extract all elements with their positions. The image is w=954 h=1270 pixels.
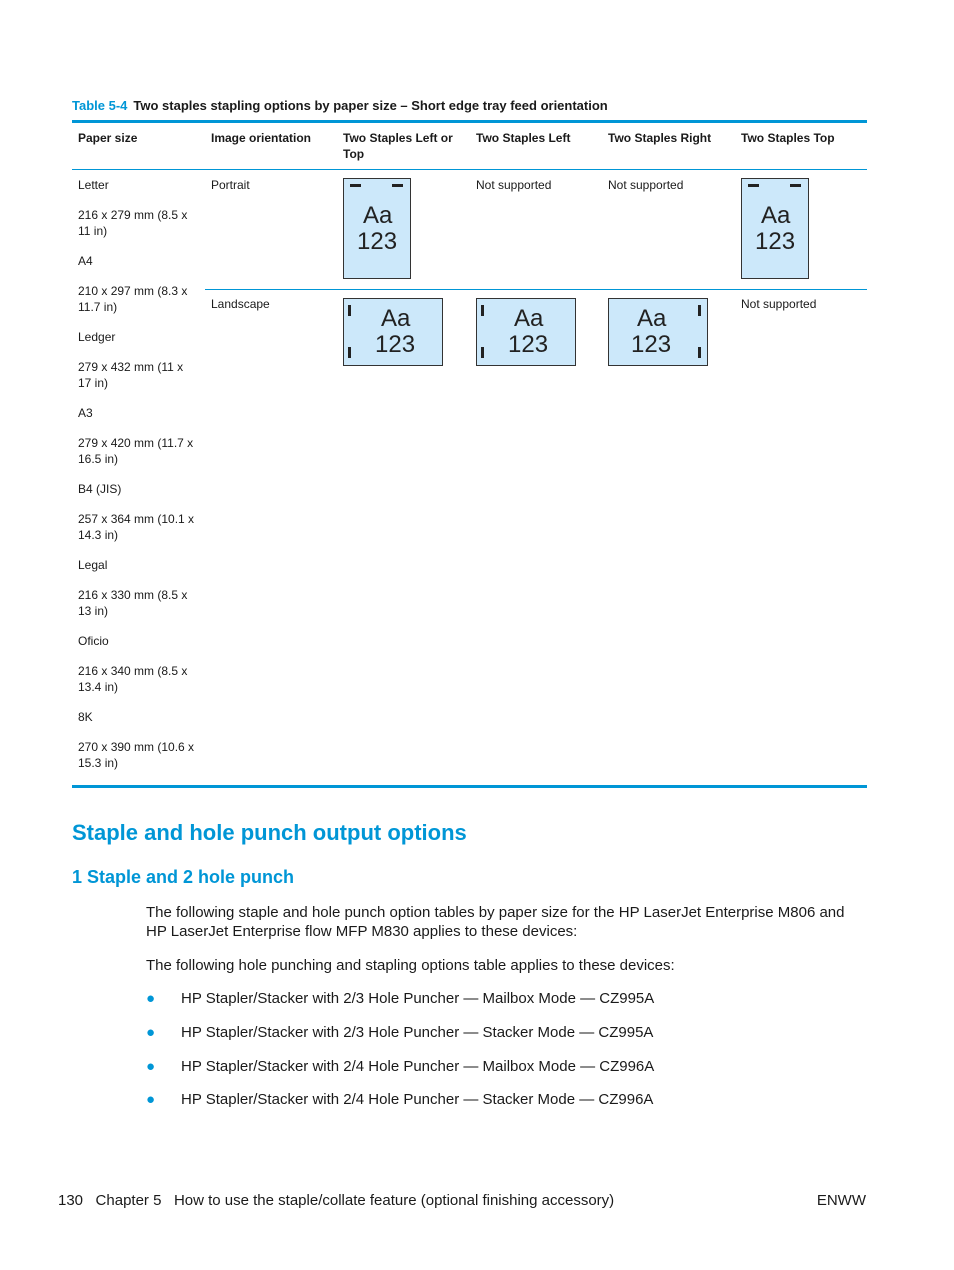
paper-size: Ledger xyxy=(78,330,116,344)
section-title: Staple and hole punch output options xyxy=(72,820,467,845)
page-sample-number: 123 xyxy=(508,331,549,358)
paper-size: Letter xyxy=(78,178,109,192)
subsection-title: 1 Staple and 2 hole punch xyxy=(72,867,295,887)
table-number: Table 5-4 xyxy=(72,98,128,113)
staple-mark-icon xyxy=(698,347,701,358)
portrait-two-staples-left-or-top-icon xyxy=(343,178,411,279)
portrait-two-staples-top-icon xyxy=(741,178,809,279)
staple-mark-icon xyxy=(392,184,403,187)
header-two-staples-left: Two Staples Left xyxy=(476,131,571,145)
paragraph-devices: The following hole punching and stapling options table applies to these devices: xyxy=(146,957,675,974)
paper-size: 210 x 297 mm (8.3 x 11.7 in) xyxy=(78,284,188,314)
staple-mark-icon xyxy=(790,184,801,187)
paper-size: 216 x 330 mm (8.5 x 13 in) xyxy=(78,588,188,618)
table-top-rule xyxy=(72,120,867,123)
paper-size: 216 x 340 mm (8.5 x 13.4 in) xyxy=(78,664,188,694)
table-row-rule xyxy=(205,289,867,290)
page-number: 130 xyxy=(58,1192,84,1209)
header-paper-size: Paper size xyxy=(78,131,138,145)
page-sample-number: 123 xyxy=(375,331,416,358)
paper-size: Oficio xyxy=(78,634,109,648)
header-two-staples-top: Two Staples Top xyxy=(741,131,835,145)
landscape-two-staples-left-or-top-icon xyxy=(343,298,443,366)
list-item xyxy=(146,989,654,1008)
bullet-icon: ● xyxy=(146,1058,156,1075)
portrait-two-staples-right-value: Not supported xyxy=(608,178,684,192)
list-item-text: HP Stapler/Stacker with 2/4 Hole Puncher — Stacker Mode — CZ996A xyxy=(181,1091,654,1108)
paper-size: 279 x 420 mm (11.7 x 16.5 in) xyxy=(78,436,194,466)
staple-mark-icon xyxy=(348,347,351,358)
list-item-text: HP Stapler/Stacker with 2/4 Hole Puncher — Mailbox Mode — CZ996A xyxy=(181,1058,655,1075)
landscape-two-staples-left-icon xyxy=(476,298,576,366)
staple-mark-icon xyxy=(481,347,484,358)
footer-brand: ENWW xyxy=(816,1192,866,1209)
page-sample-text: Aa xyxy=(637,305,667,332)
orientation-portrait: Portrait xyxy=(211,178,250,192)
paper-size: 8K xyxy=(78,710,93,724)
landscape-two-staples-right-icon xyxy=(608,298,708,366)
footer-chapter: Chapter 5 xyxy=(95,1192,162,1209)
table-caption xyxy=(72,98,608,113)
staple-mark-icon xyxy=(748,184,759,187)
page-sample-text: Aa xyxy=(514,305,544,332)
page-sample-text: Aa xyxy=(761,202,791,229)
footer-chapter-title: How to use the staple/collate feature (optional finishing accessory) xyxy=(173,1192,615,1209)
bullet-icon: ● xyxy=(146,1024,156,1041)
list-item-text: HP Stapler/Stacker with 2/3 Hole Puncher — Stacker Mode — CZ995A xyxy=(181,1024,654,1041)
paper-size-list xyxy=(78,177,198,785)
staple-mark-icon xyxy=(348,305,351,316)
staple-mark-icon xyxy=(350,184,361,187)
paper-size: 216 x 279 mm (8.5 x 11 in) xyxy=(78,208,188,238)
orientation-landscape: Landscape xyxy=(211,297,270,311)
header-two-staples-right: Two Staples Right xyxy=(608,131,712,145)
table-header-rule xyxy=(72,169,867,170)
paragraph-intro: The following staple and hole punch option tables by paper size for the HP LaserJet Enterprise M806 and HP LaserJet Enterprise flow MFP M830 applies to these devices: xyxy=(146,904,845,940)
page-sample-text: Aa xyxy=(363,202,393,229)
header-two-staples-left-or-top: Two Staples Left or Top xyxy=(343,131,453,161)
page-sample-text: Aa xyxy=(381,305,411,332)
paper-size: 270 x 390 mm (10.6 x 15.3 in) xyxy=(78,740,195,770)
paper-size: 279 x 432 mm (11 x 17 in) xyxy=(78,360,184,390)
paper-size: B4 (JIS) xyxy=(78,482,122,496)
page-sample-number: 123 xyxy=(755,228,796,255)
staple-mark-icon xyxy=(698,305,701,316)
list-item-text: HP Stapler/Stacker with 2/3 Hole Puncher — Mailbox Mode — CZ995A xyxy=(181,990,655,1007)
paper-size: A4 xyxy=(78,254,93,268)
table-title: Two staples stapling options by paper size – Short edge tray feed orientation xyxy=(133,98,608,113)
portrait-two-staples-left-value: Not supported xyxy=(476,178,552,192)
bullet-icon: ● xyxy=(146,990,156,1007)
list-item xyxy=(146,1090,653,1109)
paper-size: Legal xyxy=(78,558,108,572)
page-sample-number: 123 xyxy=(357,228,398,255)
list-item xyxy=(146,1023,653,1042)
paper-size: A3 xyxy=(78,406,93,420)
table-bottom-rule xyxy=(72,785,867,788)
staple-mark-icon xyxy=(481,305,484,316)
bullet-icon: ● xyxy=(146,1091,156,1108)
page-sample-number: 123 xyxy=(631,331,672,358)
paper-size: 257 x 364 mm (10.1 x 14.3 in) xyxy=(78,512,195,542)
header-image-orientation: Image orientation xyxy=(211,131,312,145)
list-item xyxy=(146,1057,654,1076)
landscape-two-staples-top-value: Not supported xyxy=(741,297,817,311)
page-footer xyxy=(58,1192,614,1209)
